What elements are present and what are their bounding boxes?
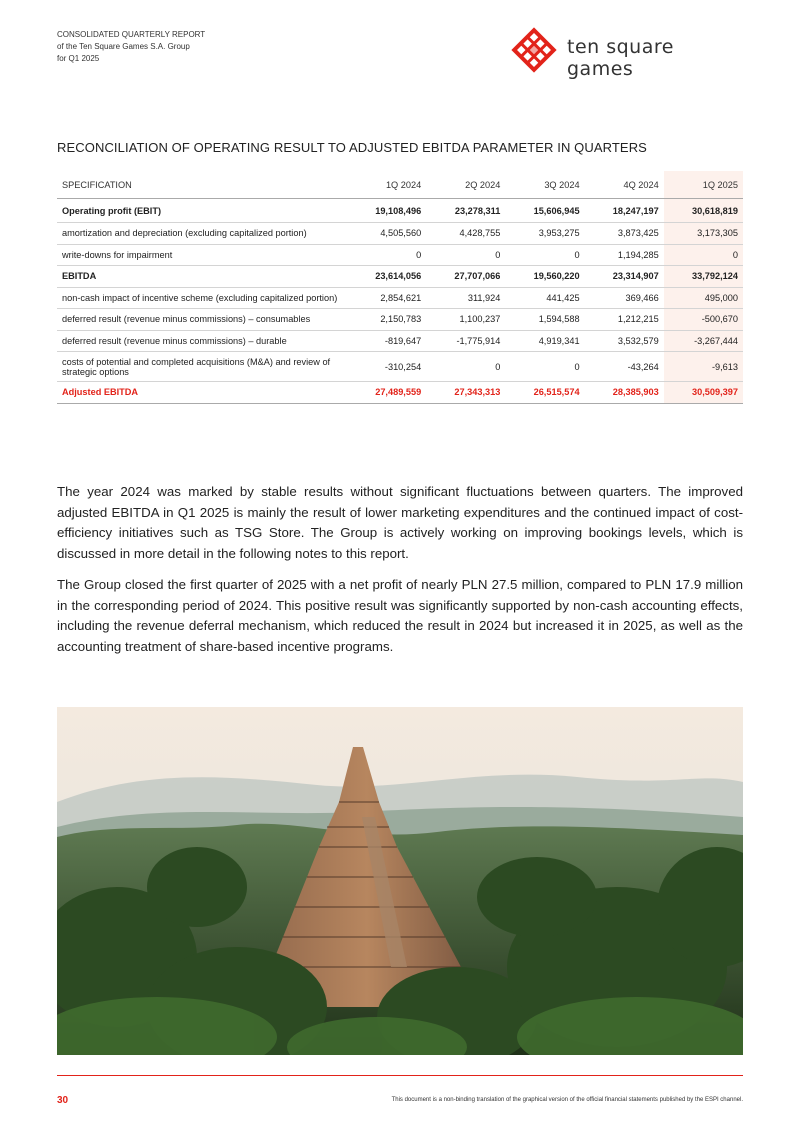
table-row-write-downs [57,244,743,266]
table-cell: 2,854,621 [347,287,426,309]
diamond-logo-icon [510,26,558,74]
body-paragraph-1: The year 2024 was marked by stable results without significant fluctuations between quarters. The improved adjusted EBITDA in Q1 2025 is mainly the result of lower marketing expenditures and the continued impact of cost-efficiency initiatives such as TSG Store. The Group is actively working on improving bookings levels, which is discussed in more detail in the following notes to this report. [57,484,743,561]
table-cell: 441,425 [505,287,584,309]
table-cell: 1,594,588 [505,309,584,331]
table-cell: 0 [505,244,584,266]
table-cell: -310,254 [347,352,426,382]
table-cell: -9,613 [664,352,743,382]
table-cell: 4,919,341 [505,330,584,352]
table-header-row [57,171,743,199]
table-cell: 30,618,819 [664,199,743,223]
table-cell: 27,489,559 [347,382,426,404]
report-header-line-3: for Q1 2025 [57,54,100,63]
table-row-adjusted-ebitda [57,382,743,404]
table-cell: 27,707,066 [426,266,505,288]
row-label: deferred result (revenue minus commissions) – durable [57,330,347,352]
table-cell: 3,532,579 [585,330,664,352]
ebitda-reconciliation-table [57,171,743,404]
table-row-incentive-scheme [57,287,743,309]
table-cell: -500,670 [664,309,743,331]
column-header-4q-2024: 4Q 2024 [623,179,659,190]
table-row-acquisition-costs [57,352,743,382]
table-row-deferred-durable [57,330,743,352]
table-cell: -43,264 [585,352,664,382]
column-header-3q-2024: 3Q 2024 [544,179,580,190]
page-number: 30 [57,1095,69,1106]
table-cell: 26,515,574 [505,382,584,404]
table-cell: 1,100,237 [426,309,505,331]
table-cell: 18,247,197 [585,199,664,223]
table-cell: 33,792,124 [664,266,743,288]
company-logo [510,26,746,80]
table-cell: 4,505,560 [347,223,426,245]
table-cell: 2,150,783 [347,309,426,331]
table-row-amortization [57,223,743,245]
report-header-line-2: of the Ten Square Games S.A. Group [57,42,190,51]
column-header-specification: SPECIFICATION [62,179,132,190]
footer-disclaimer: This document is a non-binding translation of the graphical version of the official financial statements published by the ESPI channel. [391,1097,743,1103]
row-label: EBITDA [57,266,347,288]
table-cell: 23,614,056 [347,266,426,288]
table-cell: 0 [426,244,505,266]
table-cell: 19,560,220 [505,266,584,288]
table-cell: 4,428,755 [426,223,505,245]
table-cell: 3,173,305 [664,223,743,245]
table-cell: 30,509,397 [664,382,743,404]
table-cell: -3,267,444 [664,330,743,352]
table-cell: 369,466 [585,287,664,309]
table-cell: 0 [505,352,584,382]
row-label: costs of potential and completed acquisitions (M&A) and review of strategic options [57,352,347,382]
table-cell: 0 [347,244,426,266]
jungle-temple-photo [57,707,743,1055]
table-cell: 1,212,215 [585,309,664,331]
table-row-ebitda [57,266,743,288]
table-cell: 0 [426,352,505,382]
table-cell: 27,343,313 [426,382,505,404]
table-cell: 3,953,275 [505,223,584,245]
footer-divider [57,1075,743,1076]
column-header-1q-2024: 1Q 2024 [385,179,422,190]
table-cell: 23,278,311 [426,199,505,223]
report-header-line-1: CONSOLIDATED QUARTERLY REPORT [57,30,206,39]
table-cell: 3,873,425 [585,223,664,245]
section-title: RECONCILIATION OF OPERATING RESULT TO ADJUSTED EBITDA PARAMETER IN QUARTERS [57,140,647,155]
table-cell: 0 [664,244,743,266]
logo-wordmark: ten square games [567,36,674,80]
column-header-2q-2024: 2Q 2024 [465,179,501,190]
table-cell: 495,000 [664,287,743,309]
table-cell: 15,606,945 [505,199,584,223]
table-row-operating-profit [57,199,743,223]
table-cell: -819,647 [347,330,426,352]
report-header [57,29,205,65]
row-label: deferred result (revenue minus commissions) – consumables [57,309,347,331]
table-cell: 311,924 [426,287,505,309]
row-label: amortization and depreciation (excluding capitalized portion) [57,223,347,245]
column-header-1q-2025: 1Q 2025 [664,171,743,199]
table-row-deferred-consumables [57,309,743,331]
row-label: Adjusted EBITDA [57,382,347,404]
table-cell: 19,108,496 [347,199,426,223]
row-label: Operating profit (EBIT) [57,199,347,223]
table-cell: 23,314,907 [585,266,664,288]
table-cell: -1,775,914 [426,330,505,352]
row-label: write-downs for impairment [57,244,347,266]
row-label: non-cash impact of incentive scheme (excluding capitalized portion) [57,287,347,309]
body-paragraph-2: The Group closed the first quarter of 2025 with a net profit of nearly PLN 27.5 million, compared to PLN 17.9 million in the corresponding period of 2024. This positive result was significantly supported by non-cash accounting effects, including the revenue deferral mechanism, which reduced the result in 2024 but increased it in 2025, as well as the accounting treatment of share-based incentive programs. [57,577,743,654]
table-cell: 28,385,903 [585,382,664,404]
table-cell: 1,194,285 [585,244,664,266]
